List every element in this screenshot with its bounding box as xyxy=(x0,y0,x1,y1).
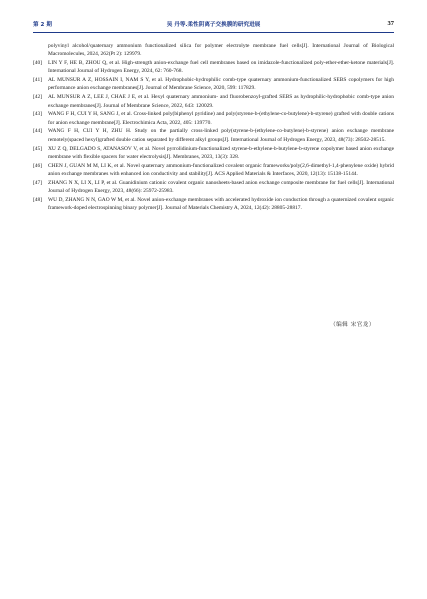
reference-number: [48] xyxy=(33,196,43,203)
reference-list xyxy=(33,42,394,213)
running-title: 吴 丹等.柔性阴离子交换膜的研究进展 xyxy=(166,22,261,28)
reference-entry xyxy=(33,110,394,127)
page-number: 37 xyxy=(387,20,394,27)
reference-entry xyxy=(33,145,394,162)
reference-text: ZHANG N X, LI X, LI P, et al. Guanidinium cationic covalent organic nanosheets-based anion exchange composite membrane for fuel cells[J]. International Journal of Hydrogen Energy, 2023, 48(66): 25972-25983. xyxy=(48,179,394,195)
editor-note: （编辑 宋官龙） xyxy=(330,322,375,328)
reference-entry xyxy=(33,42,394,59)
reference-entry xyxy=(33,127,394,144)
reference-text: WANG F H, CUI Y H, ZHU H. Study on the partially cross-linked poly(styrene-b-(ethylene-co-butylene)-b-styrene) anion exchange membrane remotely(spaced hexyl)grafted double cation separated by different alkyl groups[J]. International Journal of Hydrogen Energy, 2023, 48(73): 28502-28515. xyxy=(48,128,394,143)
header-rule xyxy=(33,32,394,33)
reference-entry xyxy=(33,93,394,110)
reference-text: LIN Y F, HE B, ZHOU Q, et al. High-strength anion-exchange fuel cell membranes based on imidazole-functionalized poly-ether-ether-ketone materials[J]. International Journal of Hydrogen Energy, 2024, 62: 760-768. xyxy=(48,60,394,75)
reference-text: WANG F H, CUI Y H, SANG J, et al. Cross-linked poly(biphenyl pyridine) and poly(styrene-b-(ethylene-co-butylene)-b-styrene) grafted with double cations for anion exchange membrane[J]. Electrochimica Acta, 2022, 405: 139770. xyxy=(48,111,394,126)
issue-label: 第 2 期 xyxy=(33,22,52,28)
reference-number: [42] xyxy=(33,94,43,101)
reference-number: [41] xyxy=(33,77,43,84)
reference-entry xyxy=(33,162,394,179)
reference-text: AL MUNSUR A Z, HOSSAIN I, NAM S Y, et al. Hydrophobic-hydrophilic comb-type quaternary ammonium-functionalized SEBS copolymers for high performance anion exchange membranes[J]. Journal of Membrane Science, 2020, 599: 117829. xyxy=(48,77,394,92)
reference-text: AL MUNSUR A Z, LEE J, CHAE J E, et al. Hexyl quaternary ammonium- and fluorobenzoyl-grafted SEBS as hydrophilic-hydrophobic comb-type anion exchange membranes[J]. Journal of Membrane Science, 2022, 643: 120029. xyxy=(48,94,394,109)
reference-number: [47] xyxy=(33,179,43,186)
reference-number: [43] xyxy=(33,111,43,118)
reference-text: CHEN J, GUAN M M, LI K, et al. Novel quaternary ammonium-functionalized covalent organic frameworks/poly(2,6-dimethyl-1,4-phenylene oxide) hybrid anion exchange membranes with enhanced ion conductivity and stability[J]. ACS Applied Materials & Interfaces, 2020, 12(13): 15138-15144. xyxy=(48,162,394,177)
reference-text: XU Z Q, DELGADO S, ATANASOV V, et al. Novel pyrrolidinium-functionalized styrene-b-ethylene-b-butylene-b-styrene copolymer based anion exchange membrane with flexible spacers for water electrolysis[J]. Membranes, 2023, 13(3): 328. xyxy=(48,145,394,160)
reference-number: [46] xyxy=(33,162,43,169)
reference-number: [40] xyxy=(33,60,43,67)
reference-number: [44] xyxy=(33,128,43,135)
reference-text: polyvinyl alcohol/quaternary ammonium functionalized silica for polymer electrolyte membrane fuel cells[J]. International Journal of Biological Macromolecules, 2024, 262(Pt 2): 129979. xyxy=(48,43,394,58)
reference-entry xyxy=(33,196,394,213)
reference-entry xyxy=(33,76,394,93)
reference-text: WU D, ZHANG N N, GAO W M, et al. Novel anion-exchange membranes with accelerated hydroxide ion conduction through a quaternized covalent organic framework-doped electrospinning binary polymer[J]. Journal of Materials Chemistry A, 2024, 12(42): 28805-28817. xyxy=(48,196,394,212)
reference-entry xyxy=(33,179,394,196)
reference-entry xyxy=(33,59,394,76)
running-header xyxy=(33,20,394,32)
reference-number: [45] xyxy=(33,145,43,152)
